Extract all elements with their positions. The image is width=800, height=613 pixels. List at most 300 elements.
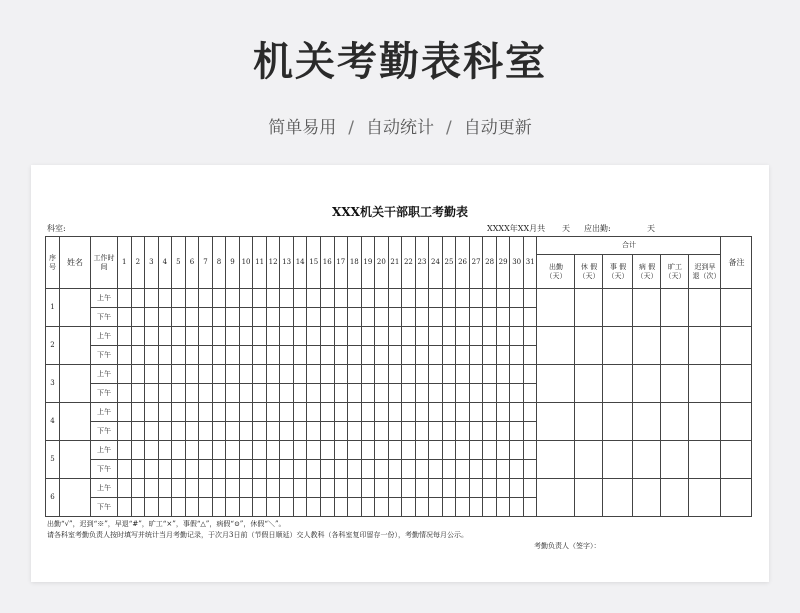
day-cell[interactable] — [388, 403, 402, 422]
day-cell[interactable] — [172, 479, 186, 498]
day-cell[interactable] — [266, 327, 280, 346]
day-cell[interactable] — [172, 441, 186, 460]
day-cell[interactable] — [226, 384, 240, 403]
day-cell[interactable] — [402, 403, 416, 422]
summary-cell[interactable] — [575, 403, 603, 441]
day-cell[interactable] — [456, 441, 470, 460]
day-cell[interactable] — [145, 327, 159, 346]
day-cell[interactable] — [348, 365, 362, 384]
day-cell[interactable] — [334, 384, 348, 403]
day-cell[interactable] — [239, 327, 253, 346]
day-cell[interactable] — [131, 441, 145, 460]
day-cell[interactable] — [483, 460, 497, 479]
day-cell[interactable] — [429, 384, 443, 403]
day-cell[interactable] — [402, 384, 416, 403]
day-cell[interactable] — [172, 422, 186, 441]
day-cell[interactable] — [280, 498, 294, 517]
day-cell[interactable] — [375, 384, 389, 403]
day-cell[interactable] — [415, 308, 429, 327]
day-cell[interactable] — [320, 460, 334, 479]
day-cell[interactable] — [510, 327, 524, 346]
day-cell[interactable] — [199, 479, 213, 498]
day-cell[interactable] — [483, 403, 497, 422]
day-cell[interactable] — [415, 479, 429, 498]
day-cell[interactable] — [442, 289, 456, 308]
day-cell[interactable] — [293, 422, 307, 441]
day-cell[interactable] — [158, 365, 172, 384]
summary-cell[interactable] — [537, 479, 575, 517]
day-cell[interactable] — [266, 479, 280, 498]
day-cell[interactable] — [442, 403, 456, 422]
day-cell[interactable] — [253, 498, 267, 517]
day-cell[interactable] — [253, 422, 267, 441]
day-cell[interactable] — [348, 308, 362, 327]
day-cell[interactable] — [361, 327, 375, 346]
day-cell[interactable] — [145, 460, 159, 479]
day-cell[interactable] — [145, 498, 159, 517]
day-cell[interactable] — [253, 460, 267, 479]
day-cell[interactable] — [226, 308, 240, 327]
day-cell[interactable] — [456, 460, 470, 479]
day-cell[interactable] — [239, 460, 253, 479]
day-cell[interactable] — [226, 441, 240, 460]
day-cell[interactable] — [320, 384, 334, 403]
day-cell[interactable] — [361, 365, 375, 384]
day-cell[interactable] — [456, 346, 470, 365]
day-cell[interactable] — [510, 308, 524, 327]
summary-cell[interactable] — [633, 403, 661, 441]
summary-cell[interactable] — [661, 479, 689, 517]
day-cell[interactable] — [523, 308, 537, 327]
day-cell[interactable] — [145, 384, 159, 403]
day-cell[interactable] — [185, 441, 199, 460]
summary-cell[interactable] — [661, 403, 689, 441]
day-cell[interactable] — [226, 460, 240, 479]
day-cell[interactable] — [361, 441, 375, 460]
day-cell[interactable] — [334, 479, 348, 498]
day-cell[interactable] — [280, 384, 294, 403]
day-cell[interactable] — [469, 479, 483, 498]
summary-cell[interactable] — [603, 327, 633, 365]
day-cell[interactable] — [185, 289, 199, 308]
day-cell[interactable] — [496, 441, 510, 460]
day-cell[interactable] — [185, 365, 199, 384]
day-cell[interactable] — [266, 460, 280, 479]
day-cell[interactable] — [334, 441, 348, 460]
day-cell[interactable] — [388, 308, 402, 327]
day-cell[interactable] — [212, 460, 226, 479]
day-cell[interactable] — [320, 422, 334, 441]
summary-cell[interactable] — [575, 327, 603, 365]
day-cell[interactable] — [158, 460, 172, 479]
day-cell[interactable] — [456, 289, 470, 308]
day-cell[interactable] — [131, 289, 145, 308]
day-cell[interactable] — [361, 403, 375, 422]
day-cell[interactable] — [158, 441, 172, 460]
day-cell[interactable] — [293, 498, 307, 517]
day-cell[interactable] — [266, 308, 280, 327]
day-cell[interactable] — [429, 346, 443, 365]
day-cell[interactable] — [469, 289, 483, 308]
summary-cell[interactable] — [661, 289, 689, 327]
day-cell[interactable] — [523, 422, 537, 441]
day-cell[interactable] — [348, 498, 362, 517]
day-cell[interactable] — [456, 365, 470, 384]
day-cell[interactable] — [523, 441, 537, 460]
day-cell[interactable] — [361, 422, 375, 441]
day-cell[interactable] — [442, 479, 456, 498]
row-name-cell[interactable] — [60, 479, 91, 517]
day-cell[interactable] — [145, 289, 159, 308]
day-cell[interactable] — [429, 479, 443, 498]
day-cell[interactable] — [388, 441, 402, 460]
day-cell[interactable] — [496, 422, 510, 441]
day-cell[interactable] — [334, 460, 348, 479]
day-cell[interactable] — [375, 479, 389, 498]
day-cell[interactable] — [388, 289, 402, 308]
day-cell[interactable] — [496, 460, 510, 479]
summary-cell[interactable] — [603, 441, 633, 479]
day-cell[interactable] — [429, 327, 443, 346]
day-cell[interactable] — [280, 327, 294, 346]
day-cell[interactable] — [118, 479, 132, 498]
day-cell[interactable] — [361, 384, 375, 403]
day-cell[interactable] — [442, 422, 456, 441]
summary-cell[interactable] — [537, 441, 575, 479]
day-cell[interactable] — [348, 289, 362, 308]
day-cell[interactable] — [158, 327, 172, 346]
day-cell[interactable] — [172, 308, 186, 327]
note-cell[interactable] — [721, 289, 752, 327]
day-cell[interactable] — [429, 460, 443, 479]
day-cell[interactable] — [199, 498, 213, 517]
day-cell[interactable] — [239, 422, 253, 441]
day-cell[interactable] — [118, 460, 132, 479]
day-cell[interactable] — [158, 308, 172, 327]
day-cell[interactable] — [307, 441, 321, 460]
day-cell[interactable] — [239, 498, 253, 517]
day-cell[interactable] — [145, 422, 159, 441]
summary-cell[interactable] — [689, 289, 721, 327]
day-cell[interactable] — [348, 422, 362, 441]
day-cell[interactable] — [320, 327, 334, 346]
summary-cell[interactable] — [575, 365, 603, 403]
day-cell[interactable] — [483, 308, 497, 327]
day-cell[interactable] — [402, 327, 416, 346]
day-cell[interactable] — [402, 498, 416, 517]
day-cell[interactable] — [185, 384, 199, 403]
day-cell[interactable] — [307, 327, 321, 346]
day-cell[interactable] — [375, 403, 389, 422]
day-cell[interactable] — [442, 460, 456, 479]
day-cell[interactable] — [118, 289, 132, 308]
day-cell[interactable] — [469, 441, 483, 460]
day-cell[interactable] — [456, 422, 470, 441]
day-cell[interactable] — [469, 403, 483, 422]
day-cell[interactable] — [199, 346, 213, 365]
row-name-cell[interactable] — [60, 365, 91, 403]
summary-cell[interactable] — [537, 403, 575, 441]
day-cell[interactable] — [483, 479, 497, 498]
day-cell[interactable] — [375, 422, 389, 441]
day-cell[interactable] — [212, 346, 226, 365]
day-cell[interactable] — [320, 498, 334, 517]
summary-cell[interactable] — [633, 289, 661, 327]
day-cell[interactable] — [131, 403, 145, 422]
day-cell[interactable] — [442, 441, 456, 460]
day-cell[interactable] — [375, 365, 389, 384]
day-cell[interactable] — [375, 308, 389, 327]
day-cell[interactable] — [334, 403, 348, 422]
day-cell[interactable] — [469, 308, 483, 327]
day-cell[interactable] — [131, 346, 145, 365]
day-cell[interactable] — [118, 403, 132, 422]
day-cell[interactable] — [388, 460, 402, 479]
day-cell[interactable] — [226, 365, 240, 384]
day-cell[interactable] — [145, 365, 159, 384]
day-cell[interactable] — [456, 308, 470, 327]
day-cell[interactable] — [280, 422, 294, 441]
day-cell[interactable] — [172, 498, 186, 517]
day-cell[interactable] — [348, 403, 362, 422]
day-cell[interactable] — [388, 384, 402, 403]
day-cell[interactable] — [185, 422, 199, 441]
day-cell[interactable] — [510, 403, 524, 422]
day-cell[interactable] — [307, 460, 321, 479]
day-cell[interactable] — [442, 327, 456, 346]
day-cell[interactable] — [293, 327, 307, 346]
day-cell[interactable] — [266, 365, 280, 384]
day-cell[interactable] — [523, 327, 537, 346]
day-cell[interactable] — [239, 403, 253, 422]
day-cell[interactable] — [469, 498, 483, 517]
day-cell[interactable] — [320, 308, 334, 327]
day-cell[interactable] — [293, 346, 307, 365]
day-cell[interactable] — [375, 498, 389, 517]
day-cell[interactable] — [429, 289, 443, 308]
day-cell[interactable] — [320, 479, 334, 498]
day-cell[interactable] — [496, 384, 510, 403]
day-cell[interactable] — [293, 308, 307, 327]
day-cell[interactable] — [429, 498, 443, 517]
day-cell[interactable] — [483, 365, 497, 384]
day-cell[interactable] — [118, 308, 132, 327]
day-cell[interactable] — [280, 460, 294, 479]
day-cell[interactable] — [469, 460, 483, 479]
summary-cell[interactable] — [689, 403, 721, 441]
day-cell[interactable] — [280, 441, 294, 460]
day-cell[interactable] — [510, 479, 524, 498]
summary-cell[interactable] — [689, 327, 721, 365]
day-cell[interactable] — [293, 460, 307, 479]
day-cell[interactable] — [307, 308, 321, 327]
day-cell[interactable] — [212, 441, 226, 460]
day-cell[interactable] — [293, 479, 307, 498]
day-cell[interactable] — [496, 365, 510, 384]
day-cell[interactable] — [375, 460, 389, 479]
day-cell[interactable] — [212, 308, 226, 327]
day-cell[interactable] — [253, 327, 267, 346]
day-cell[interactable] — [199, 441, 213, 460]
day-cell[interactable] — [280, 346, 294, 365]
summary-cell[interactable] — [575, 441, 603, 479]
day-cell[interactable] — [510, 289, 524, 308]
summary-cell[interactable] — [689, 479, 721, 517]
day-cell[interactable] — [320, 289, 334, 308]
day-cell[interactable] — [415, 403, 429, 422]
day-cell[interactable] — [212, 498, 226, 517]
day-cell[interactable] — [172, 346, 186, 365]
day-cell[interactable] — [320, 365, 334, 384]
day-cell[interactable] — [483, 327, 497, 346]
day-cell[interactable] — [388, 422, 402, 441]
day-cell[interactable] — [442, 365, 456, 384]
day-cell[interactable] — [402, 289, 416, 308]
day-cell[interactable] — [510, 384, 524, 403]
day-cell[interactable] — [348, 384, 362, 403]
day-cell[interactable] — [469, 365, 483, 384]
day-cell[interactable] — [158, 346, 172, 365]
day-cell[interactable] — [320, 346, 334, 365]
day-cell[interactable] — [496, 308, 510, 327]
day-cell[interactable] — [523, 365, 537, 384]
day-cell[interactable] — [253, 384, 267, 403]
day-cell[interactable] — [334, 498, 348, 517]
day-cell[interactable] — [307, 289, 321, 308]
day-cell[interactable] — [483, 498, 497, 517]
day-cell[interactable] — [442, 346, 456, 365]
day-cell[interactable] — [185, 403, 199, 422]
day-cell[interactable] — [510, 441, 524, 460]
day-cell[interactable] — [496, 498, 510, 517]
day-cell[interactable] — [469, 384, 483, 403]
summary-cell[interactable] — [537, 289, 575, 327]
summary-cell[interactable] — [689, 365, 721, 403]
day-cell[interactable] — [226, 346, 240, 365]
day-cell[interactable] — [483, 422, 497, 441]
day-cell[interactable] — [388, 346, 402, 365]
day-cell[interactable] — [334, 346, 348, 365]
note-cell[interactable] — [721, 479, 752, 517]
day-cell[interactable] — [483, 289, 497, 308]
day-cell[interactable] — [361, 479, 375, 498]
day-cell[interactable] — [456, 479, 470, 498]
day-cell[interactable] — [253, 479, 267, 498]
summary-cell[interactable] — [603, 479, 633, 517]
summary-cell[interactable] — [575, 479, 603, 517]
day-cell[interactable] — [266, 289, 280, 308]
day-cell[interactable] — [415, 498, 429, 517]
summary-cell[interactable] — [633, 327, 661, 365]
day-cell[interactable] — [131, 422, 145, 441]
day-cell[interactable] — [388, 479, 402, 498]
day-cell[interactable] — [118, 498, 132, 517]
day-cell[interactable] — [388, 498, 402, 517]
day-cell[interactable] — [402, 479, 416, 498]
day-cell[interactable] — [510, 365, 524, 384]
day-cell[interactable] — [226, 403, 240, 422]
day-cell[interactable] — [172, 460, 186, 479]
day-cell[interactable] — [145, 346, 159, 365]
day-cell[interactable] — [361, 346, 375, 365]
day-cell[interactable] — [293, 289, 307, 308]
day-cell[interactable] — [253, 346, 267, 365]
summary-cell[interactable] — [633, 365, 661, 403]
day-cell[interactable] — [388, 365, 402, 384]
day-cell[interactable] — [510, 346, 524, 365]
day-cell[interactable] — [158, 384, 172, 403]
day-cell[interactable] — [118, 346, 132, 365]
day-cell[interactable] — [280, 365, 294, 384]
day-cell[interactable] — [253, 289, 267, 308]
day-cell[interactable] — [131, 327, 145, 346]
day-cell[interactable] — [293, 441, 307, 460]
day-cell[interactable] — [429, 365, 443, 384]
day-cell[interactable] — [348, 441, 362, 460]
day-cell[interactable] — [239, 365, 253, 384]
day-cell[interactable] — [280, 403, 294, 422]
row-name-cell[interactable] — [60, 289, 91, 327]
day-cell[interactable] — [199, 460, 213, 479]
day-cell[interactable] — [239, 289, 253, 308]
summary-cell[interactable] — [661, 365, 689, 403]
day-cell[interactable] — [172, 289, 186, 308]
day-cell[interactable] — [348, 479, 362, 498]
day-cell[interactable] — [361, 308, 375, 327]
day-cell[interactable] — [118, 327, 132, 346]
day-cell[interactable] — [523, 346, 537, 365]
day-cell[interactable] — [158, 422, 172, 441]
day-cell[interactable] — [158, 498, 172, 517]
day-cell[interactable] — [307, 479, 321, 498]
day-cell[interactable] — [172, 403, 186, 422]
summary-cell[interactable] — [603, 403, 633, 441]
day-cell[interactable] — [348, 346, 362, 365]
day-cell[interactable] — [266, 422, 280, 441]
day-cell[interactable] — [469, 327, 483, 346]
day-cell[interactable] — [212, 403, 226, 422]
row-name-cell[interactable] — [60, 327, 91, 365]
summary-cell[interactable] — [575, 289, 603, 327]
day-cell[interactable] — [361, 460, 375, 479]
day-cell[interactable] — [415, 327, 429, 346]
day-cell[interactable] — [483, 346, 497, 365]
summary-cell[interactable] — [633, 441, 661, 479]
note-cell[interactable] — [721, 403, 752, 441]
day-cell[interactable] — [510, 498, 524, 517]
day-cell[interactable] — [307, 365, 321, 384]
day-cell[interactable] — [172, 384, 186, 403]
day-cell[interactable] — [212, 365, 226, 384]
day-cell[interactable] — [199, 289, 213, 308]
day-cell[interactable] — [402, 308, 416, 327]
day-cell[interactable] — [402, 422, 416, 441]
summary-cell[interactable] — [661, 327, 689, 365]
day-cell[interactable] — [239, 346, 253, 365]
day-cell[interactable] — [199, 365, 213, 384]
day-cell[interactable] — [280, 479, 294, 498]
day-cell[interactable] — [320, 403, 334, 422]
day-cell[interactable] — [145, 403, 159, 422]
day-cell[interactable] — [131, 384, 145, 403]
day-cell[interactable] — [348, 327, 362, 346]
day-cell[interactable] — [280, 308, 294, 327]
day-cell[interactable] — [456, 384, 470, 403]
day-cell[interactable] — [226, 498, 240, 517]
day-cell[interactable] — [131, 308, 145, 327]
day-cell[interactable] — [388, 327, 402, 346]
day-cell[interactable] — [415, 365, 429, 384]
